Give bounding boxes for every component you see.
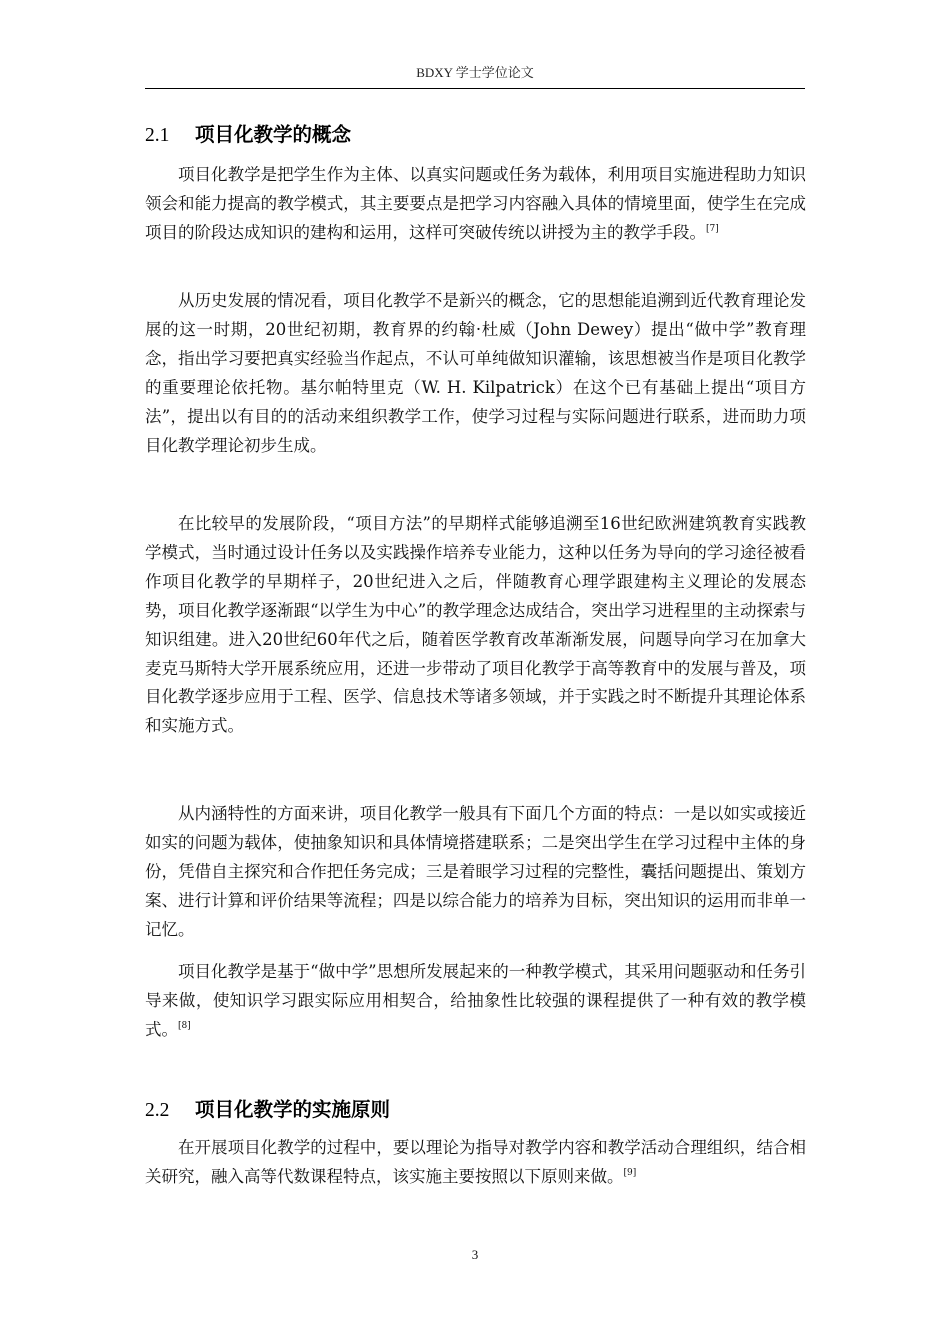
citation-marker: [9] (623, 1167, 637, 1178)
section-number: 2.1 (145, 125, 170, 146)
paragraph (145, 958, 806, 1045)
section-heading-2-2 (145, 1094, 390, 1122)
paragraph-text: 从内涵特性的方面来讲，项目化教学一般具有下面几个方面的特点：一是以如实或接近如实的问题为载体，使抽象知识和具体情境搭建联系；二是突出学生在学习过程中主体的身份，凭借自主探究和合作把任务完成；三是着眼学习过程的完整性，囊括问题提出、策划方案、进行计算和评价结果等流程；四是以综合能力的培养为目标，突出知识的运用而非单一记忆。 (145, 804, 806, 939)
section-title-text: 项目化教学的实施原则 (195, 1098, 391, 1121)
paragraph-text: 从历史发展的情况看，项目化教学不是新兴的概念，它的思想能追溯到近代教育理论发展的这一时期，20世纪初期，教育界的约翰·杜威（John Dewey）提出“做中学”教育理念，指出学习要把真实经验当作起点，不认可单纯做知识灌输，该思想被当作是项目化教学的重要理论依托物。基尔帕特里克（W. H. Kilpatrick）在这个已有基础上提出“项目方法”，提出以有目的的活动来组织教学工作，使学习过程与实际问题进行联系，进而助力项目化教学理论初步生成。 (145, 291, 806, 455)
paragraph-text: 项目化教学是把学生作为主体、以真实问题或任务为载体，利用项目实施进程助力知识领会和能力提高的教学模式，其主要要点是把学习内容融入具体的情境里面，使学生在完成项目的阶段达成知识的建构和运用，这样可突破传统以讲授为主的教学手段。 (145, 165, 806, 242)
paragraph (145, 287, 806, 460)
paragraph-text: 项目化教学是基于“做中学”思想所发展起来的一种教学模式，其采用问题驱动和任务引导来做，使知识学习跟实际应用相契合，给抽象性比较强的课程提供了一种有效的教学模式。 (145, 962, 806, 1039)
header-rule (145, 88, 805, 89)
citation-marker: [8] (178, 1020, 191, 1031)
citation-marker: [7] (706, 223, 719, 234)
paragraph (145, 510, 806, 741)
page-number: 3 (471, 1247, 479, 1262)
paragraph (145, 1134, 806, 1192)
section-title-text: 项目化教学的概念 (195, 123, 352, 146)
section-number: 2.2 (145, 1100, 170, 1121)
paragraph (145, 800, 806, 945)
running-header: BDXY 学士学位论文 (416, 65, 534, 80)
paragraph (145, 161, 806, 248)
paragraph-text: 在比较早的发展阶段，“项目方法”的早期样式能够追溯至16世纪欧洲建筑教育实践教学模式，当时通过设计任务以及实践操作培养专业能力，这种以任务为导向的学习途径被看作项目化教学的早期样子，20世纪进入之后，伴随教育心理学跟建构主义理论的发展态势，项目化教学逐渐跟“以学生为中心”的教学理念达成结合，突出学习进程里的主动探索与知识组建。进入20世纪60年代之后，随着医学教育改革渐渐发展，问题导向学习在加拿大麦克马斯特大学开展系统应用，还进一步带动了项目化教学于高等教育中的发展与普及，项目化教学逐步应用于工程、医学、信息技术等诸多领域，并于实践之时不断提升其理论体系和实施方式。 (145, 514, 806, 736)
paragraph-text: 在开展项目化教学的过程中，要以理论为指导对教学内容和教学活动合理组织，结合相关研究，融入高等代数课程特点，该实施主要按照以下原则来做。 (145, 1138, 806, 1186)
section-heading-2-1 (145, 119, 351, 147)
